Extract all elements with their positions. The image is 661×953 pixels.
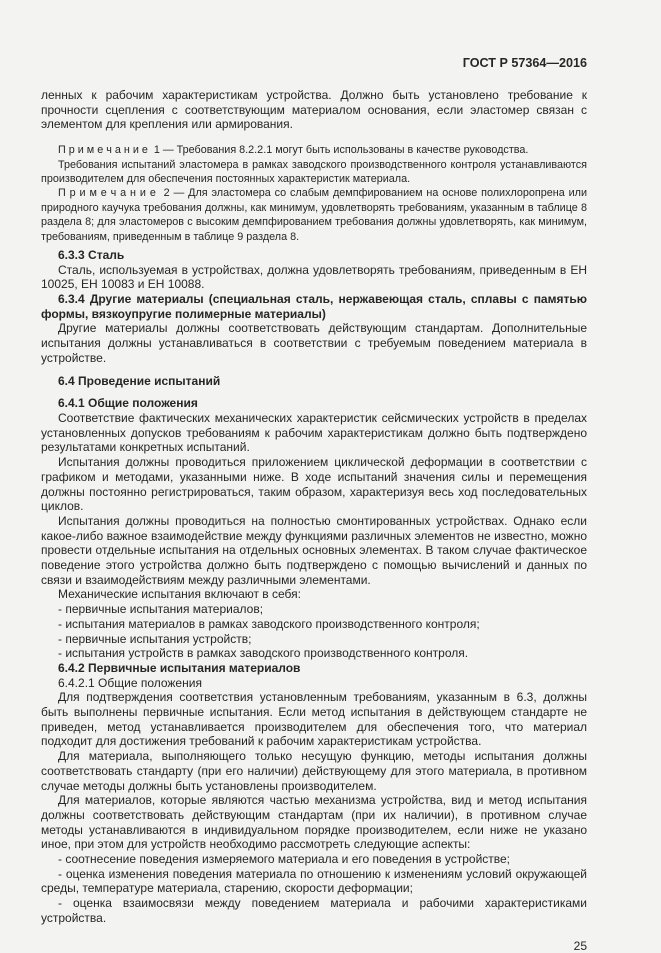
heading-6-3-4: 6.3.4 Другие материалы (специальная сталь, нержавеющая сталь, сплавы с памятью формы, вязкоупругие полимерные материалы)	[41, 292, 587, 321]
note-1: П р и м е ч а н и е 1 — Требования 8.2.2.1 могут быть использованы в качестве руководства.	[58, 144, 529, 157]
paragraph-steel: Сталь, используемая в устройствах, должна удовлетворять требованиям, приведенным в ЕН 10025, ЕН 10083 и ЕН 10088.	[41, 262, 587, 292]
list-item-mechanical-tests-2: - испытания материалов в рамках заводского производственного контроля;	[58, 616, 480, 631]
paragraph-continuation: ленных к рабочим характеристикам устройства. Должно быть установлено требование к прочности сцепления с соответствующим материалом основания, если эластомер связан с элементом для крепления или армирования.	[41, 88, 587, 132]
heading-6-4-2: 6.4.2 Первичные испытания материалов	[58, 660, 301, 675]
paragraph-6-4-1-3: Испытания должны проводиться на полностью смонтированных устройствах. Однако если какое-либо важное взаимодействие между функциями различных элементов не известно, можно провести отдельные испытания на отдельных основных элементах. В таком случае фактическое поведение этого устройства должно быть подтверждено с помощью вычислений и данных по связи и взаимодействиям между различными элементами.	[41, 513, 587, 587]
heading-6-4: 6.4 Проведение испытаний	[58, 373, 221, 388]
paragraph-other-materials: Другие материалы должны соответствовать действующим стандартам. Дополнительные испытания должны устанавливаться в соответствии с требуемым поведением материала в устройстве.	[41, 321, 587, 365]
text-column	[41, 56, 587, 953]
paragraph-6-4-1-1: Соответствие фактических механических характеристик сейсмических устройств в пределах установленных допусков требованиям к рабочим характеристикам должно быть подтверждено результатами конкретных испытаний.	[41, 410, 587, 455]
list-item-aspects-1: - соотнесение поведения измеряемого материала и его поведения в устройстве;	[58, 852, 511, 867]
list-item-mechanical-tests-4: - испытания устройств в рамках заводского производственного контроля.	[58, 646, 469, 661]
paragraph-6-4-1-2: Испытания должны проводиться приложением циклической деформации в соответствии с графиком и методами, указанными ниже. В ходе испытаний значения силы и перемещения должны постоянно регистрироваться, таким образом, характеризуя весь ход последовательных циклов.	[41, 455, 587, 514]
note-1-continuation: Требования испытаний эластомера в рамках заводского производственного контроля устанавливаются производителем для обеспечения постоянных характеристик материала.	[41, 158, 587, 185]
note-2: П р и м е ч а н и е 2 — Для эластомера со слабым демпфированием на основе полихлоропрена или природного каучука требования должны, как минимум, удовлетворять требованиям, указанным в таблице 8 раздела 8; для эластомеров с высоким демпфированием требования должны удовлетворять, как минимум, требованиям, приведенным в таблице 9 раздела 8.	[41, 187, 587, 243]
list-item-mechanical-tests-1: - первичные испытания материалов;	[58, 602, 264, 617]
heading-6-4-1: 6.4.1 Общие положения	[58, 396, 198, 411]
heading-6-4-2-1: 6.4.2.1 Общие положения	[58, 675, 202, 690]
list-item-aspects-3: - оценка взаимосвязи между поведением материала и рабочими характеристиками устройства.	[41, 896, 587, 925]
paragraph-6-4-1-4: Механические испытания включают в себя:	[58, 587, 301, 602]
page-header	[41, 56, 587, 70]
paragraph-6-4-2-1-1: Для подтверждения соответствия установленным требованиям, указанным в 6.3, должны быть выполнены первичные испытания. Если метод испытания в действующем стандарте не приведен, метод устанавливается производителем для обеспечения того, что материал подходит для достижения требований к рабочим характеристикам устройства.	[41, 690, 587, 749]
paragraph-6-4-2-1-2: Для материала, выполняющего только несущую функцию, методы испытания должны соответствовать стандарту (при его наличии) действующему для этого материала, в противном случае методы должны быть установлены производителем.	[41, 749, 587, 793]
heading-6-3-3: 6.3.3 Сталь	[58, 247, 125, 262]
page-number: 25	[573, 938, 587, 953]
list-item-mechanical-tests-3: - первичные испытания устройств;	[58, 631, 252, 646]
list-item-aspects-2: - оценка изменения поведения материала по отношению к изменениям условий окружающей среды, температуре материала, старению, скорости деформации;	[41, 866, 587, 896]
paragraph-6-4-2-1-3: Для материалов, которые являются частью механизма устройства, вид и метод испытания должны соответствовать действующим стандартам (при их наличии), в противном случае методы устанавливаются в индивидуальном порядке производителем, если ниже не указано иное, при этом для устройств необходимо рассмотреть следующие аспекты:	[41, 793, 587, 852]
doc-code: ГОСТ Р 57364—2016	[462, 56, 587, 70]
notes-block	[41, 143, 587, 244]
